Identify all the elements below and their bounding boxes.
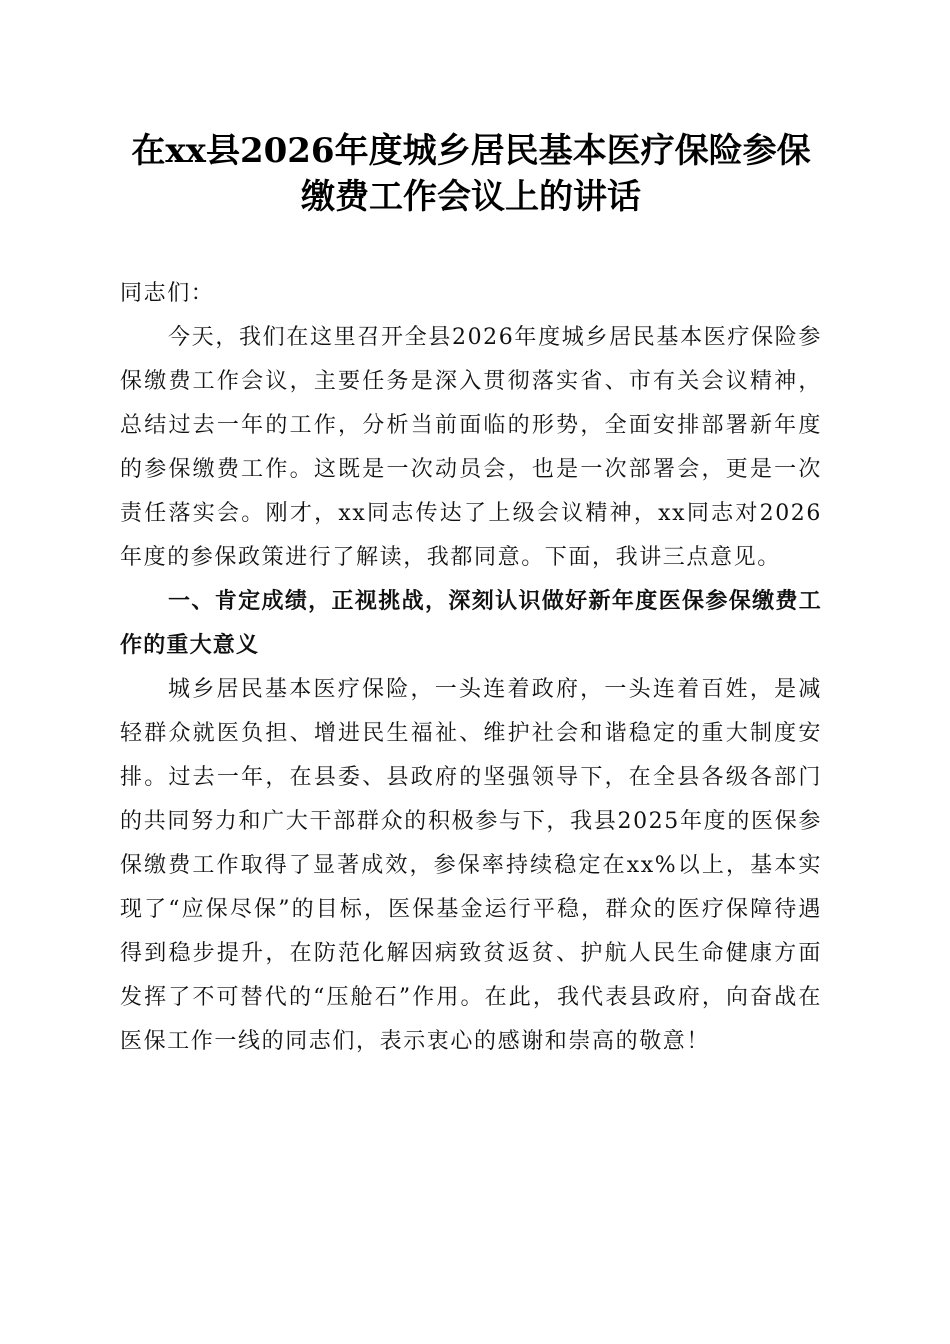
document-page (120, 128, 822, 1064)
document-title (120, 128, 822, 220)
paragraph-section-1: 城乡居民基本医疗保险，一头连着政府，一头连着百姓，是减轻群众就医负担、增进民生福祉、维护社会和谐稳定的重大制度安排。过去一年，在县委、县政府的坚强领导下，在全县各级各部门的共同努力和广大干部群众的积极参与下，我县2025年度的医保参保缴费工作取得了显著成效，参保率持续稳定在xx%以上，基本实现了“应保尽保”的目标，医保基金运行平稳，群众的医疗保障待遇得到稳步提升，在防范化解因病致贫返贫、护航人民生命健康方面发挥了不可替代的“压舱石”作用。在此，我代表县政府，向奋战在医保工作一线的同志们，表示衷心的感谢和崇高的敬意！ (120, 677, 822, 1054)
section-heading-1: 一、肯定成绩，正视挑战，深刻认识做好新年度医保参保缴费工作的重大意义 (120, 589, 822, 658)
paragraph-intro: 今天，我们在这里召开全县2026年度城乡居民基本医疗保险参保缴费工作会议，主要任务是深入贯彻落实省、市有关会议精神，总结过去一年的工作，分析当前面临的形势，全面安排部署新年度的参保缴费工作。这既是一次动员会，也是一次部署会，更是一次责任落实会。刚才，xx同志传达了上级会议精神，xx同志对2026年度的参保政策进行了解读，我都同意。下面，我讲三点意见。 (120, 325, 822, 570)
title-line-1: 在xx县2026年度城乡居民基本医疗保险参保 (131, 131, 811, 171)
title-line-2: 缴费工作会议上的讲话 (301, 177, 641, 217)
greeting: 同志们： (120, 281, 215, 306)
